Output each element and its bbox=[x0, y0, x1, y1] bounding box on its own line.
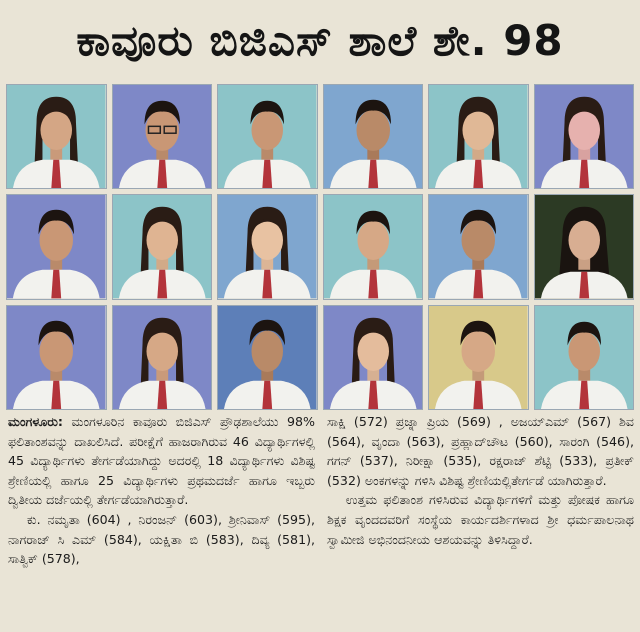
article-paragraph-3: ಸಾಕ್ಷಿ (572) ಪ್ರಜ್ನಾ ಪ್ರಿಯ (569) , ಅಜಯ್‌ಎಮ್ (567) ಶಿವ (564), ವೃಂದಾ (563), ಪ್ರಹ್ಲಾದ್‌ಚೌಟ (560), ಸಾರಂಗಿ (546), ಗಗನ್ (537), ನಿರೀಕ್ಷಾ (535), ರಕ್ಷರಾಜ್ ಶೆಟ್ಟಿ (533), ಪ್ರತೀಕ್ (532) ಅಂಕಗಳನ್ನು ಗಳಿಸಿ ವಿಶಿಷ್ಟ ಶ್ರೇಣಿಯಲ್ಲಿತೇರ್ಗಡೆ ಯಾಗಿರುತ್ತಾರೆ. bbox=[327, 414, 634, 488]
student-photo-2 bbox=[112, 84, 213, 189]
student-portrait bbox=[113, 306, 212, 409]
student-portrait bbox=[218, 85, 317, 188]
student-photo-12 bbox=[534, 194, 635, 299]
article-column-left bbox=[8, 412, 315, 630]
article-paragraph-2: ಕು. ನಮೃತಾ (604) , ನಿರಂಜನ್ (603), ಶ್ರೀನಿವಾಸ್ (595), ನಾಗರಾಜ್ ಸಿ ಎಮ್ (584), ಯಕ್ಷಿತಾ ಬಿ (583), ದಿವ್ಯ (581), ಸಾತ್ವಿಕ್ (578), bbox=[8, 511, 315, 567]
student-portrait bbox=[7, 306, 106, 409]
student-portrait bbox=[324, 306, 423, 409]
student-photo-3 bbox=[217, 84, 318, 189]
article-paragraph-1 bbox=[8, 412, 315, 510]
student-portrait bbox=[113, 85, 212, 188]
article-body bbox=[8, 412, 634, 630]
student-portrait bbox=[324, 195, 423, 298]
headline: ಕಾವೂರು ಬಿಜಿಎಸ್ ಶಾಲೆ ಶೇ. 98 bbox=[76, 16, 564, 65]
student-portrait bbox=[218, 306, 317, 409]
dateline: ಮಂಗಳೂರು: bbox=[8, 414, 63, 429]
student-photo-16 bbox=[323, 305, 424, 410]
student-portrait bbox=[535, 306, 634, 409]
student-photo-11 bbox=[428, 194, 529, 299]
student-portrait bbox=[429, 306, 528, 409]
student-photo-18 bbox=[534, 305, 635, 410]
student-photo-5 bbox=[428, 84, 529, 189]
student-photo-14 bbox=[112, 305, 213, 410]
student-portrait bbox=[324, 85, 423, 188]
student-photo-15 bbox=[217, 305, 318, 410]
student-portrait bbox=[218, 195, 317, 298]
article-paragraph-4: ಉತ್ತಮ ಫಲಿತಾಂಶ ಗಳಿಸಿರುವ ವಿದ್ಯಾರ್ಥಿಗಳಿಗೆ ಮತ್ತು ಪೋಷಕ ಹಾಗೂ ಶಿಕ್ಷಕ ವೃಂದದವರಿಗೆ ಸಂಸ್ಥೆಯ ಕಾರ್ಯದರ್ಶಿಗಳಾದ ಶ್ರೀ ಧರ್ಮಪಾಲನಾಥ ಸ್ವಾಮೀಜಿ ಅಭಿನಂದನೀಯ ಆಶಯವನ್ನು ತಿಳಿಸಿದ್ದಾರೆ. bbox=[327, 492, 634, 547]
article-column-right bbox=[327, 412, 634, 630]
student-portrait bbox=[535, 195, 634, 298]
student-photo-grid bbox=[6, 84, 634, 410]
student-portrait bbox=[113, 195, 212, 298]
student-portrait bbox=[7, 85, 106, 188]
student-photo-6 bbox=[534, 84, 635, 189]
student-portrait bbox=[429, 195, 528, 298]
article-text: ಮಂಗಳೂರಿನ ಕಾವೂರು ಬಿಜಿಎಸ್ ಪ್ರೌಢಶಾಲೆಯು 98% ಫಲಿತಾಂಶವನ್ನು ದಾಖಲಿಸಿದೆ. ಪರೀಕ್ಷೆಗೆ ಹಾಜರಾಗಿರುವ 46 ವಿದ್ಯಾರ್ಥಿಗಳಲ್ಲಿ 45 ವಿದ್ಯಾರ್ಥಿಗಳು ತೇರ್ಗಡೆಯಾಗಿದ್ದು ಅದರಲ್ಲಿ 18 ವಿದ್ಯಾರ್ಥಿಗಳು ವಿಶಿಷ್ಟ ಶ್ರೇಣಿಯಲ್ಲಿ ಹಾಗೂ 25 ವಿದ್ಯಾರ್ಥಿಗಳು ಪ್ರಥಮದರ್ಜೆ ಹಾಗೂ ಇಬ್ಬರು ದ್ವಿತೀಯ ದರ್ಜೆಯಲ್ಲಿ ತೇರ್ಗಡೆಯಾಗಿರುತ್ತಾರೆ. bbox=[8, 414, 316, 508]
student-photo-1 bbox=[6, 84, 107, 189]
student-photo-7 bbox=[6, 194, 107, 299]
student-portrait bbox=[429, 85, 528, 188]
student-photo-10 bbox=[323, 194, 424, 299]
student-photo-17 bbox=[428, 305, 529, 410]
student-portrait bbox=[7, 195, 106, 298]
student-photo-8 bbox=[112, 194, 213, 299]
student-photo-9 bbox=[217, 194, 318, 299]
student-photo-4 bbox=[323, 84, 424, 189]
student-photo-13 bbox=[6, 305, 107, 410]
student-portrait bbox=[535, 85, 634, 188]
